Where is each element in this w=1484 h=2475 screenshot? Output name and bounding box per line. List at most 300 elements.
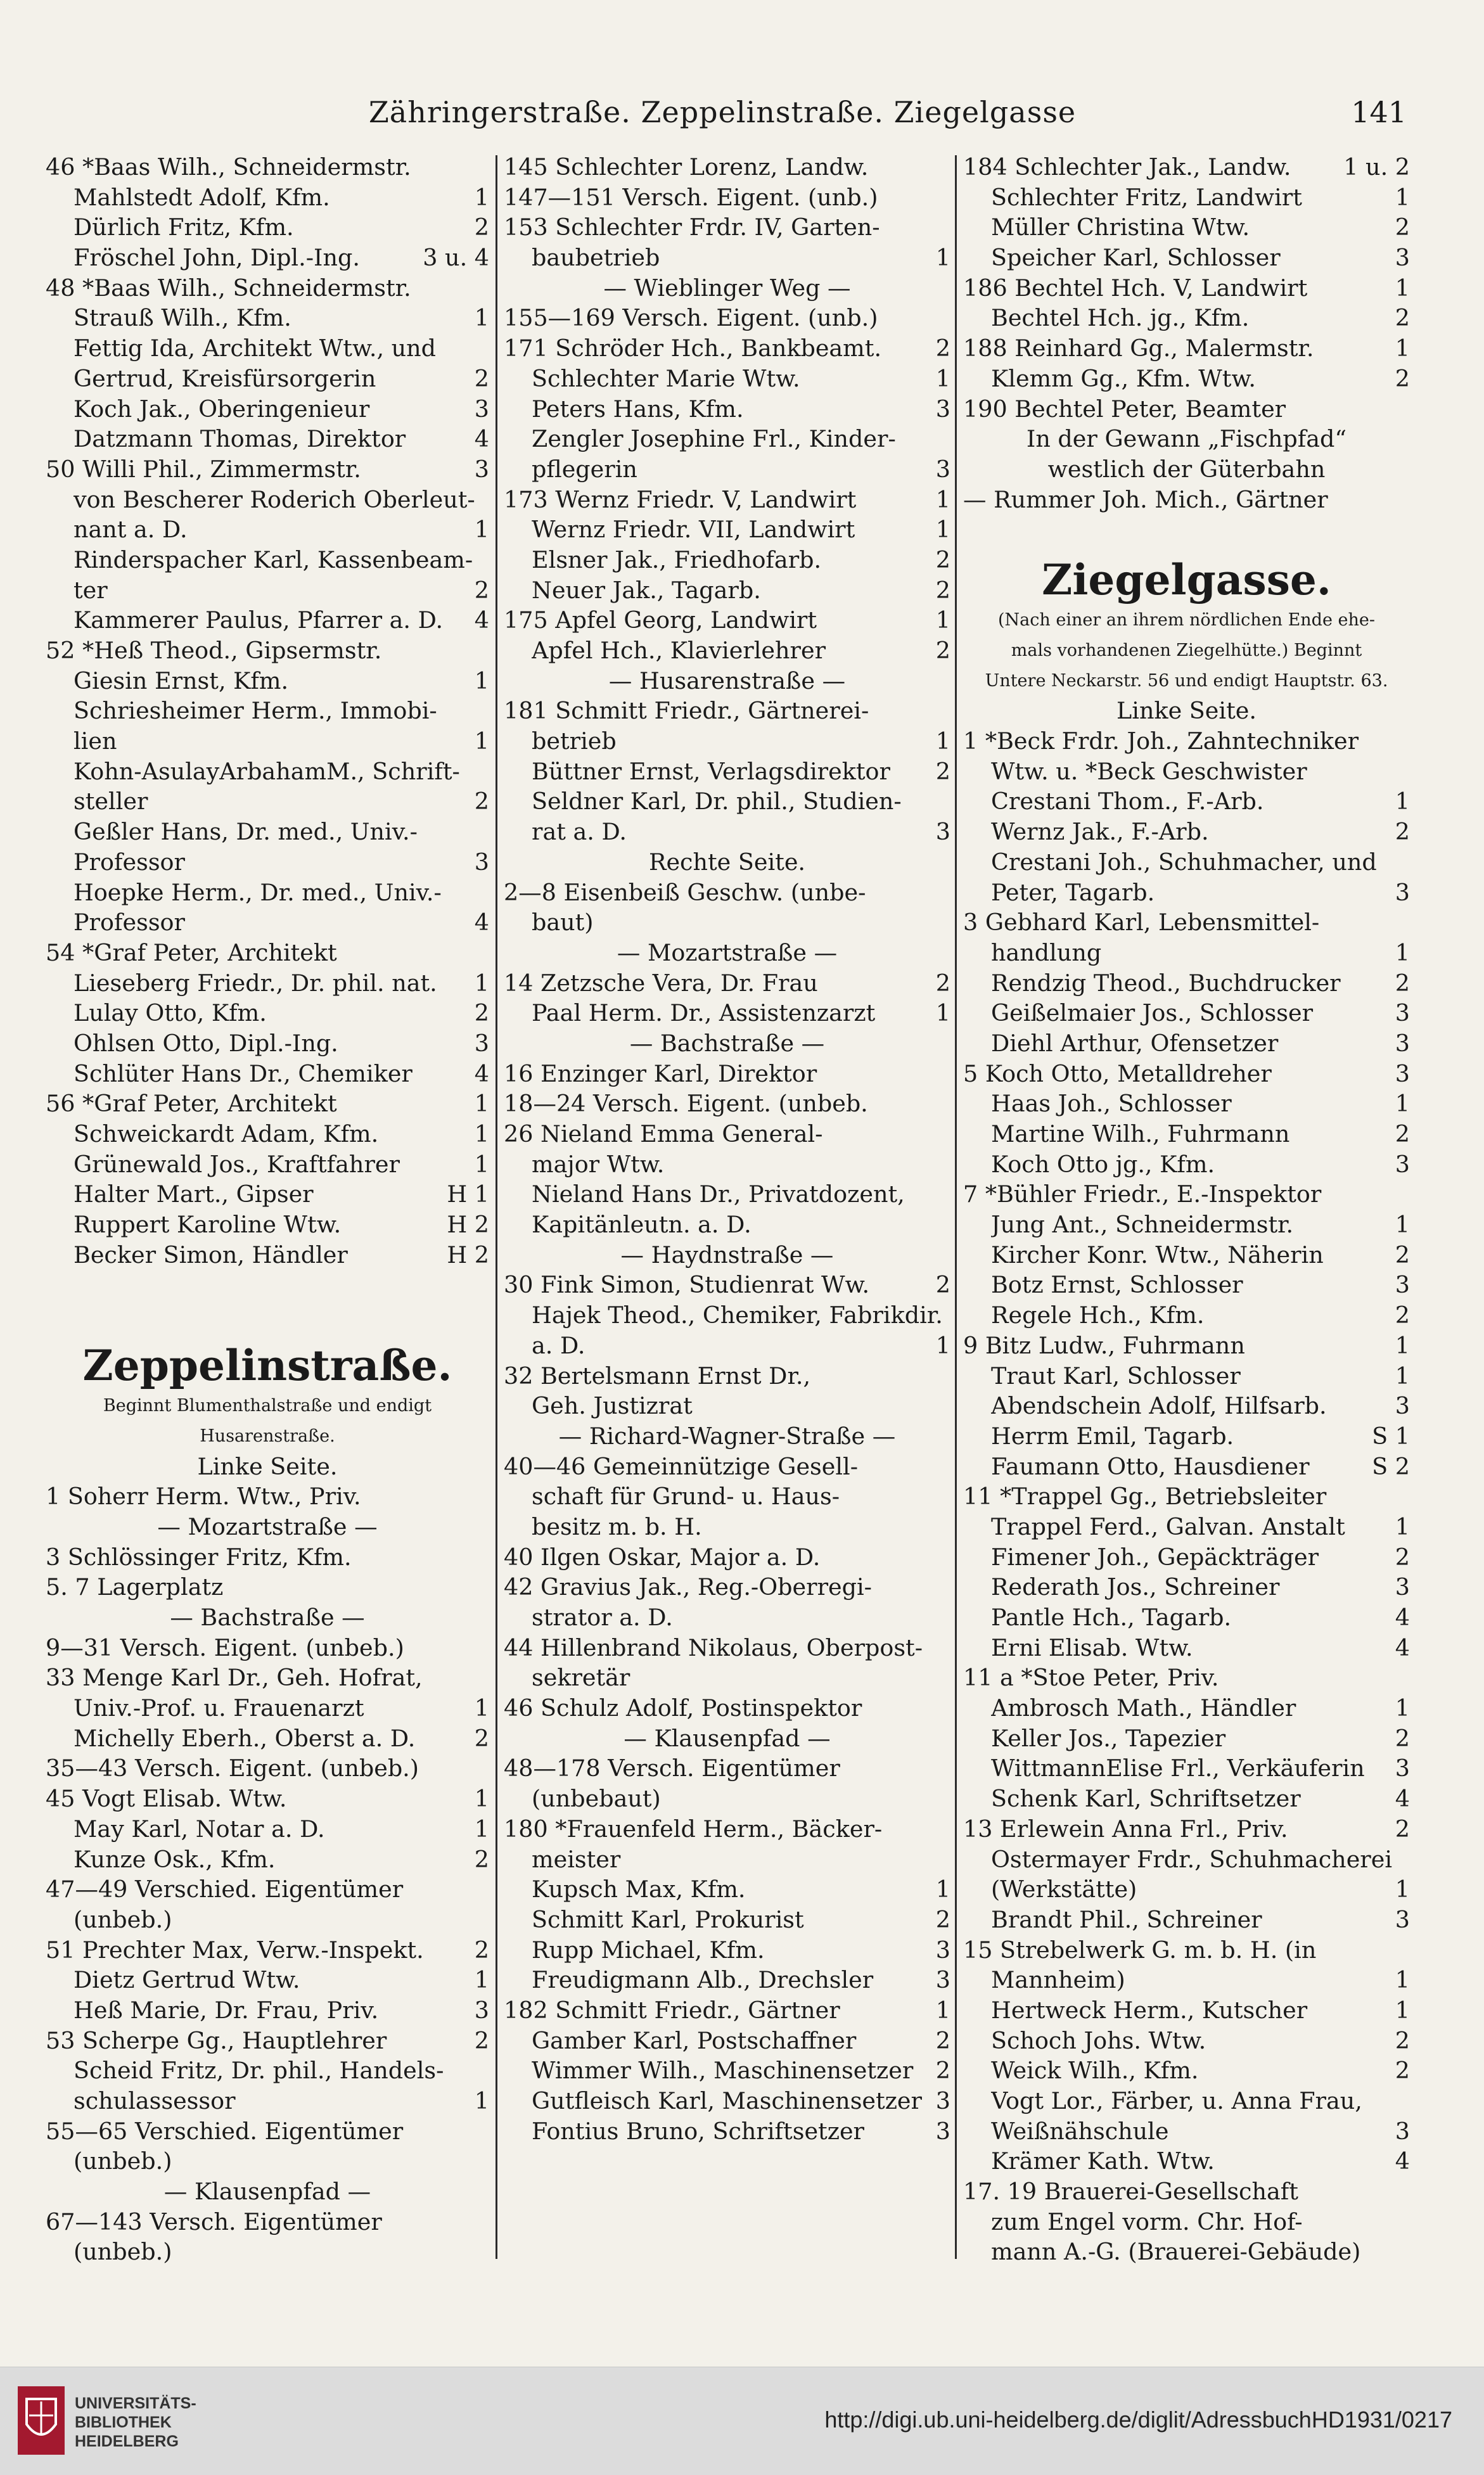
entry-text: Botz Ernst, Schlosser: [991, 1271, 1243, 1299]
floor-number: 3: [474, 1029, 489, 1057]
entry-text: (unbebaut): [532, 1785, 661, 1813]
section-label: [504, 1028, 950, 1059]
entry-text: Kircher Konr. Wtw., Näherin: [991, 1241, 1324, 1269]
floor-number: 2: [935, 576, 950, 604]
floor-number: 3: [935, 395, 950, 423]
entry-text: Ziegelgasse.: [1042, 555, 1331, 605]
floor-number: 2: [474, 788, 489, 815]
entry-text: Crestani Thom., F.-Arb.: [991, 788, 1264, 815]
entry-text: Rinderspacher Karl, Kassenbeam-: [74, 546, 473, 573]
entry-text: — Haydnstraße —: [620, 1241, 834, 1269]
directory-entry: [504, 1814, 950, 1845]
resident-entry: [963, 303, 1410, 333]
floor-number: 1: [474, 727, 489, 755]
resident-entry: [504, 786, 950, 817]
entry-text: Halter Mart., Gipser: [74, 1180, 314, 1208]
street-description: [963, 636, 1410, 666]
resident-entry: [963, 1845, 1410, 1875]
resident-entry: [963, 1995, 1410, 2026]
directory-entry: [504, 1633, 950, 1663]
resident-entry: [504, 757, 950, 787]
entry-text: Wimmer Wilh., Maschinensetzer: [532, 2057, 914, 2085]
entry-text: Freudigmann Alb., Drechsler: [532, 1966, 874, 1994]
resident-entry: [46, 1119, 489, 1149]
entry-text: strator a. D.: [532, 1604, 673, 1631]
resident-entry: [963, 1693, 1410, 1724]
section-label: [504, 273, 950, 304]
entry-text: 56 *Graf Peter, Architekt: [46, 1090, 337, 1118]
entry-text: betrieb: [532, 727, 617, 755]
entry-continuation: [963, 757, 1410, 787]
entry-text: 42 Gravius Jak., Reg.-Oberregi-: [504, 1573, 873, 1601]
floor-number: 2: [1395, 1815, 1410, 1843]
directory-entry: [963, 1059, 1410, 1089]
floor-number: 4: [474, 909, 489, 937]
floor-number: 2: [1395, 2026, 1410, 2054]
street-description: [963, 605, 1410, 636]
entry-text: Kapitänleutn. a. D.: [532, 1211, 752, 1239]
resident-entry: [963, 1270, 1410, 1300]
floor-number: 2: [474, 1936, 489, 1964]
entry-continuation: [504, 1149, 950, 1180]
resident-entry: [504, 998, 950, 1028]
entry-text: 40 Ilgen Oskar, Major a. D.: [504, 1543, 821, 1571]
entry-text: baubetrieb: [532, 244, 660, 272]
floor-number: 1: [474, 2087, 489, 2115]
entry-text: Datzmann Thomas, Direktor: [74, 425, 406, 453]
directory-entry: [504, 878, 950, 908]
entry-text: Traut Karl, Schlosser: [991, 1362, 1241, 1390]
entry-text: Gamber Karl, Postschaffner: [532, 2026, 857, 2054]
entry-text: 46 Schulz Adolf, Postinspektor: [504, 1694, 862, 1722]
entry-text: 50 Willi Phil., Zimmermstr.: [46, 455, 361, 483]
entry-text: Fettig Ida, Architekt Wtw., und: [74, 335, 437, 362]
directory-entry: [963, 1179, 1410, 1210]
directory-entry: [504, 212, 950, 243]
directory-entry: [504, 1089, 950, 1119]
entry-text: 52 *Heß Theod., Gipsermstr.: [46, 637, 382, 664]
resident-entry: [963, 1633, 1410, 1663]
entry-text: Abendschein Adolf, Hilfsarb.: [991, 1392, 1327, 1420]
floor-number: 2: [1395, 1241, 1410, 1269]
entry-text: 181 Schmitt Friedr., Gärtnerei-: [504, 697, 869, 725]
floor-number: 1: [1395, 335, 1410, 362]
entry-continuation: [46, 575, 489, 606]
entry-continuation: [46, 907, 489, 938]
directory-entry: [504, 605, 950, 636]
entry-text: Bechtel Hch. jg., Kfm.: [991, 304, 1250, 332]
entry-continuation: [963, 1965, 1410, 1995]
entry-text: 17. 19 Brauerei-Gesellschaft: [963, 2178, 1298, 2206]
floor-number: 2: [1395, 818, 1410, 846]
entry-text: (Werkstätte): [991, 1876, 1137, 1903]
resident-entry: [963, 1149, 1410, 1180]
resident-entry: [963, 1572, 1410, 1602]
floor-number: 3: [1395, 1150, 1410, 1178]
directory-entry: [504, 182, 950, 213]
directory-entry: [46, 1633, 489, 1663]
street-description: [46, 1391, 489, 1421]
entry-text: Rederath Jos., Schreiner: [991, 1573, 1280, 1601]
directory-entry: [46, 1874, 489, 1905]
directory-entry: [963, 907, 1410, 938]
resident-entry: [963, 968, 1410, 999]
entry-text: Keller Jos., Tapezier: [991, 1724, 1226, 1752]
resident-entry: [504, 1965, 950, 1995]
entry-text: Speicher Karl, Schlosser: [991, 244, 1281, 272]
entry-text: 45 Vogt Elisab. Wtw.: [46, 1785, 287, 1813]
section-label: [504, 1724, 950, 1754]
entry-text: Ambrosch Math., Händler: [991, 1694, 1296, 1722]
section-label: [504, 938, 950, 968]
entry-text: Schlechter Fritz, Landwirt: [991, 183, 1302, 211]
entry-text: Kunze Osk., Kfm.: [74, 1845, 276, 1873]
resident-entry: [504, 575, 950, 606]
floor-number: 1: [474, 183, 489, 211]
floor-number: 1: [1395, 274, 1410, 302]
resident-entry: [963, 1119, 1410, 1149]
entry-text: Seldner Karl, Dr. phil., Studien-: [532, 788, 902, 815]
entry-text: besitz m. b. H.: [532, 1512, 702, 1540]
entry-text: Geißelmaier Jos., Schlosser: [991, 999, 1314, 1027]
entry-text: 175 Apfel Georg, Landwirt: [504, 606, 817, 634]
entry-text: a. D.: [532, 1331, 585, 1359]
entry-continuation: [504, 907, 950, 938]
entry-text: 67—143 Versch. Eigentümer: [46, 2208, 382, 2235]
floor-number: 4: [474, 425, 489, 453]
floor-number: 1: [935, 485, 950, 513]
floor-number: 2: [1395, 1120, 1410, 1148]
entry-text: Wtw. u. *Beck Geschwister: [991, 757, 1307, 785]
floor-number: 1: [474, 1120, 489, 1148]
section-label: [504, 1240, 950, 1270]
resident-entry: [46, 1845, 489, 1875]
entry-text: 1 *Beck Frdr. Joh., Zahntechniker: [963, 727, 1359, 755]
entry-text: Jung Ant., Schneidermstr.: [991, 1211, 1294, 1239]
directory-entry: [46, 2207, 489, 2237]
floor-number: 1: [474, 1815, 489, 1843]
entry-text: Geh. Justizrat: [532, 1392, 693, 1420]
floor-number: 1: [1395, 1694, 1410, 1722]
entry-continuation: [504, 1391, 950, 1421]
resident-entry: [963, 1542, 1410, 1573]
entry-text: Rendzig Theod., Buchdrucker: [991, 969, 1341, 997]
directory-entry: [46, 152, 489, 182]
resident-entry: [46, 182, 489, 213]
floor-number: 4: [1395, 1604, 1410, 1632]
floor-number: 1: [474, 667, 489, 694]
entry-text: zum Engel vorm. Chr. Hof-: [991, 2208, 1303, 2235]
floor-number: 3: [1395, 244, 1410, 272]
entry-text: 33 Menge Karl Dr., Geh. Hofrat,: [46, 1664, 423, 1692]
floor-number: S 2: [1372, 1452, 1410, 1480]
entry-text: 186 Bechtel Hch. V, Landwirt: [963, 274, 1308, 302]
directory-entry: [963, 152, 1410, 182]
entry-text: Pantle Hch., Tagarb.: [991, 1604, 1232, 1632]
entry-continuation: [46, 1905, 489, 1935]
floor-number: 3: [935, 455, 950, 483]
entry-text: Haas Joh., Schlosser: [991, 1090, 1232, 1118]
section-label: [46, 1512, 489, 1542]
floor-number: 1: [1395, 1512, 1410, 1540]
floor-number: 3: [935, 2117, 950, 2145]
entry-text: Dietz Gertrud Wtw.: [74, 1966, 300, 1994]
floor-number: 3: [1395, 1573, 1410, 1601]
resident-entry: [504, 636, 950, 666]
resident-entry: [46, 1995, 489, 2026]
entry-text: Elsner Jak., Friedhofarb.: [532, 546, 822, 573]
entry-text: 18—24 Versch. Eigent. (unbeb.: [504, 1090, 868, 1118]
entry-text: 40—46 Gemeinnützige Gesell-: [504, 1452, 859, 1480]
floor-number: 1: [474, 969, 489, 997]
entry-text: 44 Hillenbrand Nikolaus, Oberpost-: [504, 1634, 923, 1661]
entry-text: — Richard-Wagner-Straße —: [558, 1422, 896, 1450]
floor-number: 4: [1395, 1785, 1410, 1813]
directory-entry: [963, 273, 1410, 304]
floor-number: 2: [935, 969, 950, 997]
floor-number: 3: [474, 455, 489, 483]
resident-entry: [504, 1874, 950, 1905]
running-title: Zähringerstraße. Zeppelinstraße. Ziegelgasse: [368, 95, 1077, 129]
floor-number: H 2: [447, 1211, 489, 1239]
entry-text: Vogt Lor., Färber, u. Anna Frau,: [991, 2087, 1362, 2115]
floor-number: 2: [1395, 969, 1410, 997]
entry-text: Ruppert Karoline Wtw.: [74, 1211, 342, 1239]
entry-text: Schlechter Marie Wtw.: [532, 364, 800, 392]
entry-continuation: [504, 1784, 950, 1814]
entry-text: Weißnähschule: [991, 2117, 1169, 2145]
entry-text: Crestani Joh., Schuhmacher, und: [991, 848, 1377, 876]
entry-text: (unbeb.): [74, 2238, 172, 2266]
resident-entry: [963, 1905, 1410, 1935]
entry-continuation: [963, 2237, 1410, 2267]
floor-number: 3: [474, 395, 489, 423]
entry-text: Mahlstedt Adolf, Kfm.: [74, 183, 330, 211]
entry-text: Brandt Phil., Schreiner: [991, 1905, 1262, 1933]
entry-text: Scheid Fritz, Dr. phil., Handels-: [74, 2057, 444, 2085]
entry-text: 48—178 Versch. Eigentümer: [504, 1755, 840, 1782]
resident-entry: [46, 212, 489, 243]
entry-text: — Klausenpfad —: [624, 1724, 831, 1752]
entry-continuation: [504, 1210, 950, 1240]
floor-number: 2: [1395, 304, 1410, 332]
entry-text: Linke Seite.: [1116, 697, 1257, 725]
entry-continuation: [46, 515, 489, 545]
page-header: [38, 89, 1407, 146]
entry-continuation: [504, 1602, 950, 1633]
entry-text: Professor: [74, 848, 185, 876]
entry-continuation: [963, 2207, 1410, 2237]
resident-entry: [504, 545, 950, 575]
entry-text: mals vorhandenen Ziegelhütte.) Beginnt: [1011, 641, 1362, 661]
resident-entry: [46, 605, 489, 636]
section-label: [504, 1421, 950, 1452]
floor-number: 1: [935, 1876, 950, 1903]
resident-entry: [963, 1300, 1410, 1331]
resident-entry: [504, 1905, 950, 1935]
entry-text: 51 Prechter Max, Verw.-Inspekt.: [46, 1936, 424, 1964]
entry-text: Paal Herm. Dr., Assistenzarzt: [532, 999, 876, 1027]
source-url-link[interactable]: http://digi.ub.uni-heidelberg.de/diglit/AdressbuchHD1931/0217: [824, 2407, 1452, 2433]
entry-text: Herrm Emil, Tagarb.: [991, 1422, 1234, 1450]
entry-text: Schenk Karl, Schriftsetzer: [991, 1785, 1301, 1813]
resident-entry: [963, 786, 1410, 817]
floor-number: S 1: [1372, 1422, 1410, 1450]
resident-entry: [504, 1935, 950, 1966]
entry-text: 53 Scherpe Gg., Hauptlehrer: [46, 2026, 387, 2054]
library-name: [75, 2394, 196, 2451]
entry-text: Ohlsen Otto, Dipl.-Ing.: [74, 1029, 338, 1057]
entry-text: Apfel Hch., Klavierlehrer: [532, 637, 826, 664]
resident-entry: [963, 1028, 1410, 1059]
resident-entry: [46, 817, 489, 847]
directory-entry: [46, 2026, 489, 2056]
entry-text: Fröschel John, Dipl.-Ing.: [74, 244, 360, 272]
resident-entry: [963, 1512, 1410, 1542]
entry-text: 26 Nieland Emma General-: [504, 1120, 823, 1148]
column-divider: [955, 155, 957, 2259]
entry-text: 11 a *Stoe Peter, Priv.: [963, 1664, 1219, 1692]
directory-entry: [963, 1481, 1410, 1512]
resident-entry: [963, 2056, 1410, 2086]
resident-entry: [963, 1452, 1410, 1482]
entry-text: Regele Hch., Kfm.: [991, 1301, 1205, 1329]
directory-entry: [46, 1935, 489, 1966]
entry-text: Müller Christina Wtw.: [991, 214, 1250, 241]
entry-continuation: [504, 1481, 950, 1512]
resident-entry: [963, 847, 1410, 878]
entry-text: Erni Elisab. Wtw.: [991, 1634, 1193, 1661]
directory-entry: [963, 1935, 1410, 1966]
resident-entry: [504, 424, 950, 454]
section-label: [963, 454, 1410, 485]
street-description: [963, 666, 1410, 696]
directory-entry: [46, 1481, 489, 1512]
resident-entry: [46, 424, 489, 454]
entry-text: — Rummer Joh. Mich., Gärtner: [963, 485, 1328, 513]
entry-text: lien: [74, 727, 117, 755]
resident-entry: [46, 1210, 489, 1240]
entry-continuation: [46, 847, 489, 878]
entry-text: Gutfleisch Karl, Maschinensetzer: [532, 2087, 922, 2114]
directory-entry: [504, 1119, 950, 1149]
entry-text: Gertrud, Kreisfürsorgerin: [74, 364, 376, 392]
resident-entry: [963, 2086, 1410, 2116]
resident-entry: [504, 2056, 950, 2086]
entry-text: 180 *Frauenfeld Herm., Bäcker-: [504, 1815, 883, 1843]
floor-number: 1: [935, 999, 950, 1027]
resident-entry: [963, 1724, 1410, 1754]
entry-text: rat a. D.: [532, 818, 627, 846]
entry-text: schaft für Grund- u. Haus-: [532, 1483, 840, 1511]
entry-text: pflegerin: [532, 455, 637, 483]
floor-number: 3: [1395, 1059, 1410, 1087]
entry-text: Univ.-Prof. u. Frauenarzt: [74, 1694, 364, 1722]
entry-text: 7 *Bühler Friedr., E.-Inspektor: [963, 1180, 1322, 1208]
resident-entry: [46, 333, 489, 364]
entry-text: — Mozartstraße —: [157, 1512, 378, 1540]
entry-text: meister: [532, 1845, 621, 1873]
resident-entry: [504, 2116, 950, 2147]
entry-text: May Karl, Notar a. D.: [74, 1815, 325, 1843]
entry-text: sekretär: [532, 1664, 630, 1692]
entry-text: WittmannElise Frl., Verkäuferin: [991, 1755, 1365, 1782]
entry-continuation: [504, 817, 950, 847]
resident-entry: [963, 1089, 1410, 1119]
directory-entry: [504, 1452, 950, 1482]
directory-entry: [504, 1270, 950, 1300]
resident-entry: [504, 364, 950, 394]
entry-continuation: [46, 786, 489, 817]
floor-number: 1: [474, 1150, 489, 1178]
directory-entry: [963, 394, 1410, 425]
floor-number: 2: [935, 757, 950, 785]
resident-entry: [963, 182, 1410, 213]
resident-entry: [963, 1240, 1410, 1270]
street-heading: [963, 545, 1410, 605]
entry-text: Husarenstraße.: [200, 1426, 335, 1446]
entry-text: Schoch Johs. Wtw.: [991, 2026, 1206, 2054]
entry-text: Ostermayer Frdr., Schuhmacherei: [991, 1845, 1393, 1873]
section-label: [963, 424, 1410, 454]
floor-number: 2: [474, 214, 489, 241]
resident-entry: [504, 2086, 950, 2116]
floor-number: 1: [935, 364, 950, 392]
floor-number: 1: [1395, 1966, 1410, 1994]
floor-number: 2: [474, 576, 489, 604]
entry-text: Kohn-AsulayArbahamM., Schrift-: [74, 757, 460, 785]
resident-entry: [46, 1240, 489, 1270]
floor-number: 3: [1395, 1905, 1410, 1933]
floor-number: 3: [474, 848, 489, 876]
floor-number: 2: [935, 2026, 950, 2054]
floor-number: 1: [935, 244, 950, 272]
resident-entry: [46, 666, 489, 696]
resident-entry: [46, 696, 489, 726]
resident-entry: [46, 394, 489, 425]
directory-entry: [46, 938, 489, 968]
entry-text: Kammerer Paulus, Pfarrer a. D.: [74, 606, 444, 634]
entry-text: 5. 7 Lagerplatz: [46, 1573, 224, 1601]
resident-entry: [963, 1210, 1410, 1240]
entry-text: — Bachstraße —: [170, 1604, 365, 1632]
directory-entry: [46, 1089, 489, 1119]
entry-text: Zeppelinstraße.: [82, 1341, 452, 1391]
entry-text: westlich der Güterbahn: [1047, 455, 1326, 483]
entry-text: schulassessor: [74, 2087, 236, 2115]
directory-entry: [963, 2177, 1410, 2207]
blank-line: [963, 515, 1410, 545]
entry-text: Rechte Seite.: [648, 848, 806, 876]
entry-text: Koch Otto jg., Kfm.: [991, 1150, 1215, 1178]
entry-text: 171 Schröder Hch., Bankbeamt.: [504, 335, 882, 362]
column-divider: [496, 155, 497, 2259]
section-label: [46, 1452, 489, 1482]
resident-entry: [46, 485, 489, 515]
directory-entry: [46, 2116, 489, 2147]
directory-entry: [963, 1814, 1410, 1845]
entry-continuation: [963, 938, 1410, 968]
entry-continuation: [504, 454, 950, 485]
floor-number: 1: [935, 727, 950, 755]
resident-entry: [504, 515, 950, 545]
floor-number: 1: [474, 1090, 489, 1118]
floor-number: H 2: [447, 1241, 489, 1269]
entry-continuation: [504, 1331, 950, 1361]
floor-number: 2: [474, 1845, 489, 1873]
directory-entry: [504, 152, 950, 182]
entry-text: Hajek Theod., Chemiker, Fabrikdir.: [532, 1301, 943, 1329]
